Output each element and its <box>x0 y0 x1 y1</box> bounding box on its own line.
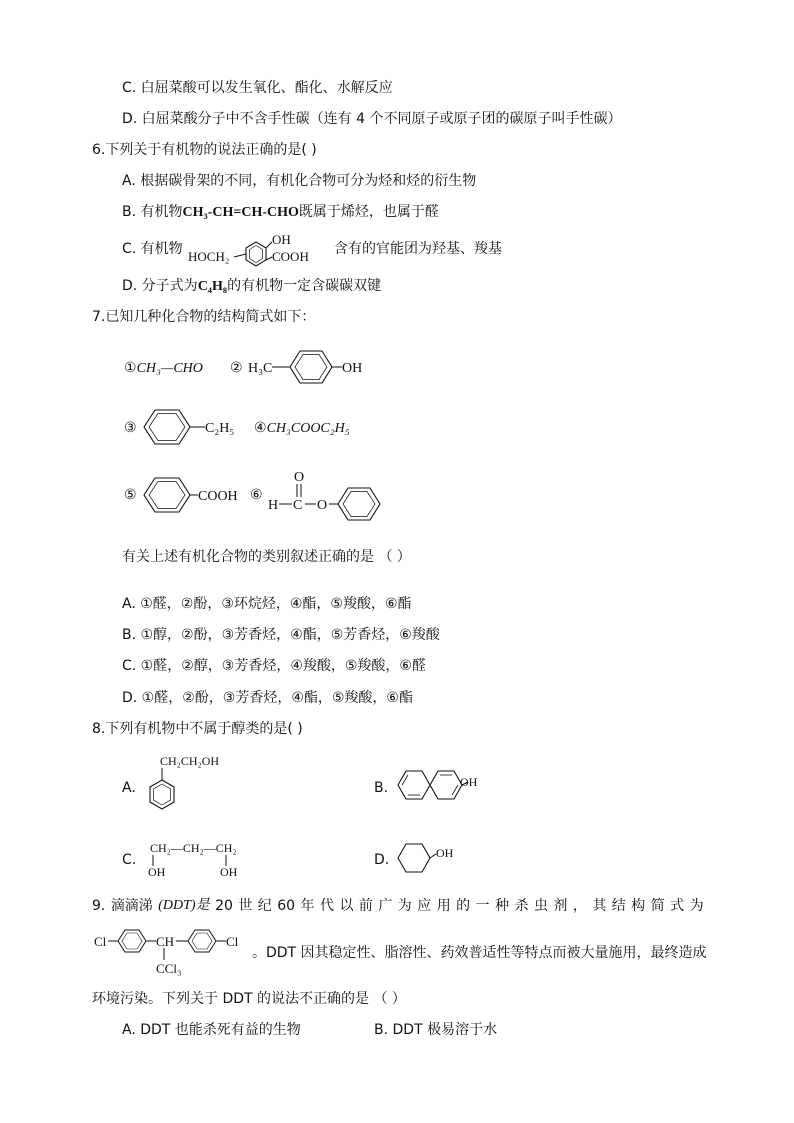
q7-c2-structure <box>246 348 376 388</box>
q9-option-a: A. DDT 也能杀死有益的生物 <box>122 1022 301 1038</box>
q7-option-c: C. ①醛，②醇，③芳香烃，④羧酸，⑤羧酸，⑥醛 <box>122 658 426 674</box>
q9-stem-word: 前 <box>358 898 373 914</box>
q9-stem-word: 广 <box>378 898 393 914</box>
q8-label-d: D. <box>374 852 390 868</box>
svg-text:CH₂CH₂OH: CH₂CH₂OH <box>160 754 220 768</box>
q8-a-structure <box>148 750 248 820</box>
q7-c3-structure <box>142 406 252 450</box>
svg-text:CH₂—CH₂—CH₂: CH₂—CH₂—CH₂ <box>150 841 237 855</box>
q7-c4: ④CH₃COOC₂H₅ <box>254 420 350 436</box>
q8-label-a: A. <box>122 780 136 796</box>
q8-d-structure <box>396 840 476 880</box>
q6-option-c-post: 含有的官能团为羟基、羧基 <box>334 241 502 257</box>
q5-option-d: D. 白屈菜酸分子中不含手性碳（连有 4 个不同原子或原子团的碳原子叫手性碳） <box>122 111 622 127</box>
q9-stem-word: 一 <box>475 898 490 914</box>
svg-text:H: H <box>268 498 279 513</box>
q9-stem-word: 用 <box>436 898 451 914</box>
q7-c1: ①CH₃—CHO <box>124 360 203 376</box>
q9-stem-word: 为 <box>689 898 704 914</box>
q9-stem <box>92 896 704 916</box>
cooh-label: COOH <box>272 249 309 264</box>
q9-stem-word: 纪 <box>257 898 272 914</box>
q9-stem-word: 式 <box>670 898 685 914</box>
q7-stem: 7.已知几种化合物的结构简式如下： <box>92 309 316 325</box>
q9-stem-word: 60 <box>277 898 296 914</box>
q6-option-c-pre: C. 有机物 <box>122 241 183 257</box>
q7-c6-num: ⑥ <box>250 487 263 503</box>
q9-stem-word: 简 <box>650 898 665 914</box>
q7-question: 有关上述有机化合物的类别叙述正确的是 （ ） <box>122 549 411 565</box>
q6-d-formula: C₄H₈ <box>197 279 228 294</box>
q9-option-b: B. DDT 极易溶于水 <box>374 1022 498 1038</box>
hoch2-label: HOCH₂ <box>188 249 230 264</box>
q6-b-formula: CH₃-CH=CH-CHO <box>182 205 299 220</box>
q8-label-c: C. <box>122 852 137 868</box>
q6-option-a: A. 根据碳骨架的不同，有机化合物可分为烃和烃的衍生物 <box>122 173 477 189</box>
svg-text:OH: OH <box>436 846 454 860</box>
q9-stem-word: 9. <box>92 898 106 914</box>
benzene-inner <box>250 246 263 263</box>
q8-b-structure <box>396 764 496 808</box>
q6-option-b: B. 有机物CH₃-CH=CH-CHO既属于烯烃，也属于醛 <box>122 204 439 220</box>
q7-option-b: B. ①醇，②酚，③芳香烃，④酯，⑤芳香烃，⑥羧酸 <box>122 627 440 643</box>
svg-text:OH: OH <box>460 775 478 789</box>
q9-stem-word: 结 <box>611 898 626 914</box>
q7-c2-num: ② <box>230 360 243 376</box>
q8-c-structure <box>146 838 256 880</box>
q9-stem-word: 的 <box>456 898 471 914</box>
q9-stem-word: 以 <box>339 898 354 914</box>
q6-stem: 6.下列关于有机物的说法正确的是( ) <box>92 142 317 158</box>
q9-line2: 。DDT 因其稳定性、脂溶性、药效普适性等特点而被大量施用，最终造成 <box>252 945 707 961</box>
q7-option-d: D. ①醛，②酚，③芳香烃，④酯，⑤羧酸，⑥酯 <box>122 690 413 706</box>
q9-stem-word: 其 <box>592 898 607 914</box>
q9-stem-word: 世 <box>238 898 253 914</box>
svg-text:OH: OH <box>342 361 363 376</box>
q7-c6-structure <box>266 464 386 524</box>
q7-option-a: A. ①醛，②酚，③环烷烃，④酯，⑤羧酸，⑥酯 <box>122 596 412 612</box>
q9-stem-word: 代 <box>319 898 334 914</box>
q9-stem-word: ， <box>572 898 587 914</box>
svg-text:CCl₃: CCl₃ <box>156 961 182 976</box>
oh-label: OH <box>272 232 291 247</box>
svg-text:OH: OH <box>148 865 166 879</box>
svg-text:O: O <box>294 470 305 485</box>
bond <box>234 254 246 257</box>
svg-text:Cl: Cl <box>94 934 107 949</box>
q9-stem-word: 年 <box>300 898 315 914</box>
q9-line3: 环境污染。下列关于 DDT 的说法不正确的是 （ ） <box>92 991 406 1007</box>
q6-c-structure <box>186 230 334 266</box>
q9-stem-word: 构 <box>631 898 646 914</box>
q6-option-d: D. 分子式为C₄H₈的有机物一定含碳碳双键 <box>122 278 382 294</box>
q9-stem-word: 应 <box>417 898 432 914</box>
q9-stem-word: 虫 <box>533 898 548 914</box>
q9-ddt-structure <box>92 922 252 978</box>
svg-text:C₂H₅: C₂H₅ <box>205 421 235 436</box>
svg-text:Cl: Cl <box>226 934 239 949</box>
q9-stem-word: 种 <box>495 898 510 914</box>
q8-label-b: B. <box>374 780 389 796</box>
q8-stem: 8.下列有机物中不属于醇类的是( ) <box>92 721 303 737</box>
q9-stem-word: 杀 <box>514 898 529 914</box>
svg-text:O: O <box>317 498 328 513</box>
q7-c5-num: ⑤ <box>124 487 137 503</box>
q5-option-c: C. 白屈菜酸可以发生氧化、酯化、水解反应 <box>122 80 393 96</box>
q9-stem-word: (DDT)是 <box>158 898 210 913</box>
svg-text:C: C <box>293 498 303 513</box>
svg-text:COOH: COOH <box>198 489 238 504</box>
svg-text:H₃C: H₃C <box>248 361 273 376</box>
q7-c5-structure <box>142 474 242 518</box>
q7-c3-num: ③ <box>124 420 137 436</box>
svg-text:OH: OH <box>220 865 238 879</box>
q9-stem-word: 20 <box>215 898 233 914</box>
q9-stem-words <box>92 896 704 916</box>
q9-stem-word: 为 <box>397 898 412 914</box>
q9-stem-word: 滴滴涕 <box>110 898 153 914</box>
svg-text:CH: CH <box>156 934 175 949</box>
q9-stem-word: 剂 <box>553 898 568 914</box>
